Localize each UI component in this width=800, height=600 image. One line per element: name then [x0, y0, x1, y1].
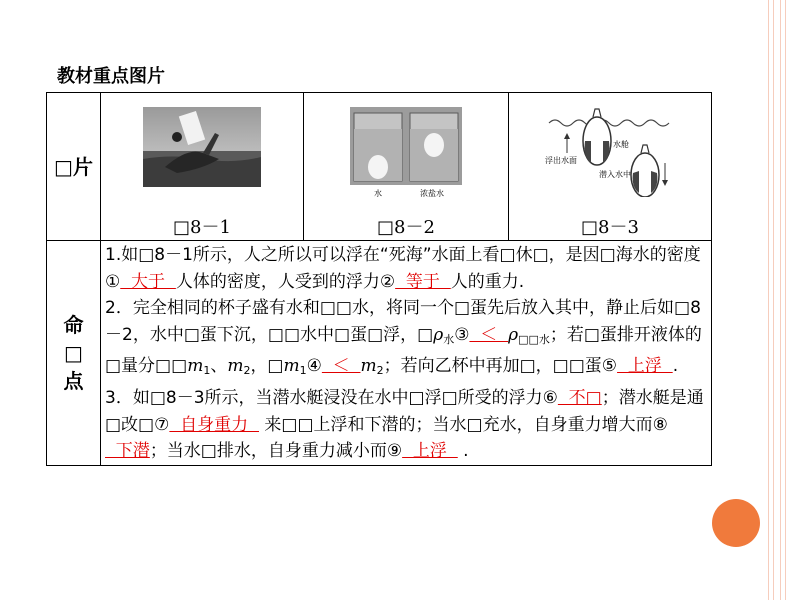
label-line: □ [64, 340, 83, 365]
rho-symbol: ρ [433, 324, 444, 345]
decorative-line [773, 0, 774, 600]
figure-8-2-caption: □8－2 [377, 217, 435, 238]
explanation-text [101, 241, 712, 466]
mass-symbol: m [360, 356, 377, 377]
answer-5: 上浮 [617, 356, 673, 377]
eggs-in-cups-photo [350, 107, 462, 199]
answer-3: ＜ [469, 324, 509, 345]
water-label: 水 [374, 189, 382, 198]
answer-8: 下潜 [105, 441, 150, 462]
dead-sea-photo [143, 107, 261, 187]
answer-6: 不□ [557, 387, 602, 408]
answer-9: 上浮 [402, 441, 458, 462]
test-point-row [47, 241, 712, 466]
mass-symbol: m [187, 356, 204, 377]
decorative-circle [712, 499, 760, 547]
paragraph-3-text: ；当水□排水，自身重力减小而⑨ [149, 441, 403, 462]
subscript-2: 2 [243, 364, 251, 378]
answer-1: 大于 [120, 271, 176, 292]
decorative-line [785, 0, 786, 600]
surfacing-label: 浮出水面 [545, 156, 577, 165]
figure-8-2-cell [304, 93, 509, 241]
label-line: 点 [63, 368, 84, 393]
answer-7: 自身重力 [169, 414, 259, 435]
diving-label: 潜入水中 [599, 170, 631, 179]
paragraph-2-text: ，□ [250, 356, 284, 377]
submarine-diagram [545, 107, 675, 197]
label-line: 命 [63, 312, 84, 337]
figure-8-3-cell [509, 93, 712, 241]
paragraph-3-text: 来□□上浮和下潜的；当水□充水，自身重力增大而⑧ [259, 414, 668, 435]
figure-8-3-caption: □8－3 [581, 217, 639, 238]
subscript-2: 2 [376, 364, 384, 378]
decorative-line [780, 0, 781, 600]
paragraph-2-text: . [672, 356, 679, 377]
answer-4: ＜ [321, 356, 361, 377]
paragraph-3-text: 3．如□8－3所示，当潜水艇浸没在水中□浮□所受的浮力⑥ [105, 387, 558, 408]
circled-number: ④ [306, 356, 322, 377]
subscript-1: 1 [203, 364, 211, 378]
paragraph-1-text: 1.如□8－1所示，人之所以可以浮在“死海”水面上看□休□，是因□海水的密度① [105, 245, 701, 292]
paragraph-2-text: ；若□蛋排开液体的□量分□□ [105, 324, 702, 377]
row-label-test-points [47, 241, 101, 466]
section-heading: 教材重点图片 [57, 66, 165, 87]
key-figures-table [46, 92, 712, 466]
subscript-1: 1 [299, 364, 307, 378]
paragraph-3-text: ；潜水艇是通□改□⑦ [105, 387, 704, 435]
salt-water-label: 浓盐水 [420, 189, 444, 198]
row-label-pictures: □片 [47, 93, 101, 241]
paragraph-3-text: . [457, 441, 469, 462]
answer-2: 等于 [395, 271, 451, 292]
figure-8-1-caption: □8－1 [173, 217, 231, 238]
rho-symbol: ρ [508, 324, 519, 345]
paragraph-2-text: ；若向乙杯中再加□，□□蛋⑤ [383, 356, 618, 377]
separator: 、 [210, 356, 228, 377]
paragraph-1-text: 人体的密度，人受到的浮力② [175, 271, 396, 292]
mass-symbol: m [227, 356, 244, 377]
decorative-line [768, 0, 769, 600]
circled-number: ③ [454, 324, 470, 345]
paragraph-2-text: 2．完全相同的杯子盛有水和□□水，将同一个□蛋先后放入其中，静止后如□8－2，水中□蛋下沉，□□水中□蛋□浮，□ [105, 298, 701, 345]
mass-symbol: m [283, 356, 300, 377]
subscript-water: 水 [443, 332, 455, 346]
subscript-salt-water: □□水 [518, 332, 550, 346]
ballast-tank-label: 水舱 [613, 140, 629, 149]
paragraph-1-text: 人的重力. [450, 271, 525, 292]
picture-row [47, 93, 712, 241]
figure-8-1-cell [101, 93, 304, 241]
